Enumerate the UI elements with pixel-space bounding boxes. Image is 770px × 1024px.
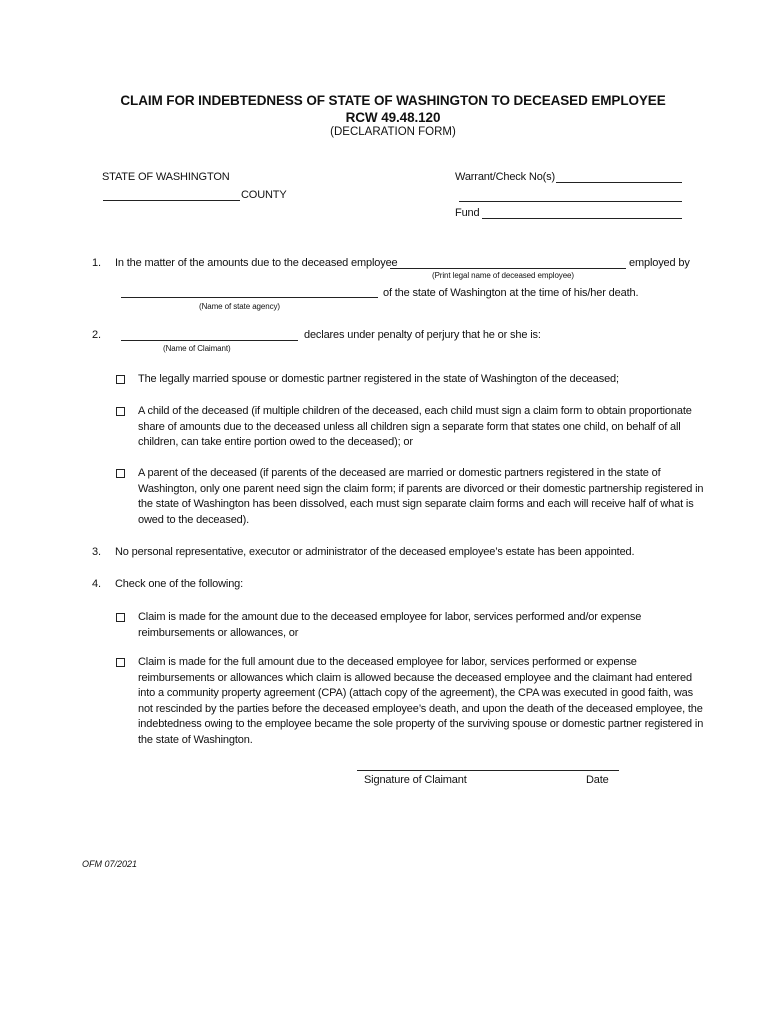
signature-line[interactable] xyxy=(357,770,619,771)
fund-field[interactable] xyxy=(482,218,682,219)
amount-claim-checkbox[interactable] xyxy=(116,613,125,622)
item4-number: 4. xyxy=(92,578,101,590)
parent-checkbox[interactable] xyxy=(116,469,125,478)
parent-option-text: A parent of the deceased (if parents of the deceased are married or domestic partners registered in the state of Washington, only one parent need sign the claim form; if parents are divorced or their domestic partnership registered in the state of Washington has been dissolved, each must sign separate claim forms and each will receive half of what is owed to the deceased). xyxy=(138,467,704,526)
warrant-field-line2[interactable] xyxy=(459,201,682,202)
item1-text-a: In the matter of the amounts due to the deceased employee xyxy=(115,257,398,269)
item1-text-c: of the state of Washington at the time of his/her death. xyxy=(383,287,639,299)
form-type: (DECLARATION FORM) xyxy=(330,126,456,138)
item1-number: 1. xyxy=(92,257,101,269)
amount-claim-text: Claim is made for the amount due to the deceased employee for labor, services performed and/or expense reimbursements or allowances, or xyxy=(138,611,642,639)
form-rcw: RCW 49.48.120 xyxy=(345,110,441,125)
agency-hint: (Name of state agency) xyxy=(199,302,280,311)
spouse-option-text: The legally married spouse or domestic partner registered in the state of Washington of the deceased; xyxy=(138,373,619,385)
agency-field[interactable] xyxy=(121,297,378,298)
signature-label: Signature of Claimant xyxy=(364,774,467,786)
form-code: OFM 07/2021 xyxy=(82,859,138,869)
item2-number: 2. xyxy=(92,329,101,341)
state-label: STATE OF WASHINGTON xyxy=(102,171,230,183)
full-claim-text: Claim is made for the full amount due to the deceased employee for labor, services performed or expense reimbursements or allowances which claim is allowed because the deceased employee and the claimant had entered into a community property agreement (CPA) (attach copy of the agreement), the CPA was executed in good faith, was not rescinded by the parties before the deceased employee’s death, and upon the death of the deceased employee, the indebtedness owing to the employee became the sole property of the surviving spouse or domestic partner registered in the state of Washington. xyxy=(138,656,704,746)
deceased-name-hint: (Print legal name of deceased employee) xyxy=(432,271,574,280)
child-option-text: A child of the deceased (if multiple children of the deceased, each child must sign a claim form to obtain proportionate share of amounts due to the deceased unless all children sign a separate form that states one child, on behalf of all children, can take entire portion owed to the deceased); or xyxy=(138,405,692,448)
deceased-name-field[interactable] xyxy=(390,268,626,269)
item3-text: No personal representative, executor or administrator of the deceased employee’s estate has been appointed. xyxy=(115,546,635,558)
claimant-name-hint: (Name of Claimant) xyxy=(163,344,231,353)
form-title: CLAIM FOR INDEBTEDNESS OF STATE OF WASHINGTON TO DECEASED EMPLOYEE xyxy=(120,93,666,108)
item4-text: Check one of the following: xyxy=(115,578,244,590)
warrant-label: Warrant/Check No(s) xyxy=(455,171,556,183)
item1-text-b: employed by xyxy=(629,257,690,269)
child-checkbox[interactable] xyxy=(116,407,125,416)
county-label: COUNTY xyxy=(241,189,287,201)
full-claim-checkbox[interactable] xyxy=(116,658,125,667)
date-label: Date xyxy=(586,774,609,786)
fund-label: Fund xyxy=(455,207,480,219)
item3-number: 3. xyxy=(92,546,101,558)
warrant-field[interactable] xyxy=(556,182,682,183)
item2-text: declares under penalty of perjury that he or she is: xyxy=(304,329,541,341)
claimant-name-field[interactable] xyxy=(121,340,298,341)
spouse-checkbox[interactable] xyxy=(116,375,125,384)
county-field[interactable] xyxy=(103,200,240,201)
